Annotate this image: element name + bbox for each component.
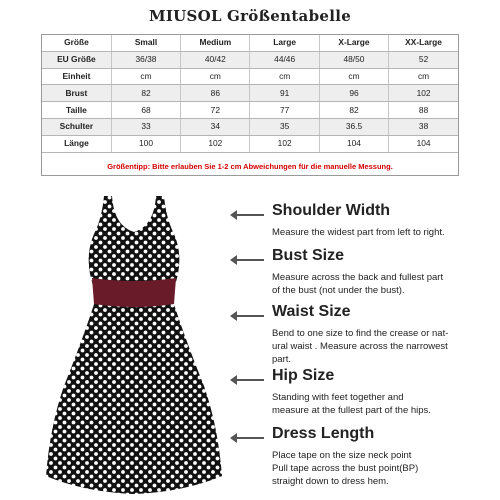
table-cell: 72 (181, 102, 250, 119)
table-cell: 82 (111, 85, 180, 102)
measurement-description (272, 391, 494, 417)
measurement-title: Dress Length (272, 425, 375, 442)
description-line: Pull tape across the bust point(BP) (272, 463, 419, 474)
pointer-line (234, 437, 264, 439)
table-cell: cm (389, 68, 458, 85)
table-cell: cm (111, 68, 180, 85)
pointer-line (234, 259, 264, 261)
row-label: Brust (42, 85, 111, 102)
title-brand: MIUSOL (148, 7, 222, 25)
table-cell: 38 (389, 118, 458, 135)
table-cell: 33 (111, 118, 180, 135)
table-cell: 102 (389, 85, 458, 102)
table-row (42, 85, 458, 102)
row-label: EU Größe (42, 51, 111, 68)
header-cell: X-Large (319, 35, 388, 51)
measurement-description (272, 271, 494, 297)
row-label: Einheit (42, 68, 111, 85)
table-row (42, 68, 458, 85)
table-cell: 77 (250, 102, 319, 119)
description-line: of the bust (not under the bust). (272, 285, 405, 296)
measurement-description (272, 226, 494, 239)
table-cell: cm (319, 68, 388, 85)
table-cell: 88 (389, 102, 458, 119)
description-line: measure at the fullest part of the hips. (272, 405, 431, 416)
header-cell: Large (250, 35, 319, 51)
measurement-title: Shoulder Width (272, 202, 391, 219)
measurement-title: Hip Size (272, 367, 335, 384)
table-cell: 102 (250, 135, 319, 152)
row-label: Taille (42, 102, 111, 119)
table-cell: 36.5 (319, 118, 388, 135)
row-label: Länge (42, 135, 111, 152)
table-cell: 52 (389, 51, 458, 68)
description-line: Measure the widest part from left to right. (272, 227, 445, 238)
size-tip-note: Größentipp: Bitte erlauben Sie 1-2 cm Abweichungen für die manuelle Messung. (107, 161, 393, 171)
description-line: straight down to dress hem. (272, 476, 389, 487)
size-table (41, 34, 459, 176)
table-cell: 104 (319, 135, 388, 152)
table-cell: 100 (111, 135, 180, 152)
row-label: Schulter (42, 118, 111, 135)
table-cell: 104 (389, 135, 458, 152)
table-row (42, 118, 458, 135)
table-cell: 35 (250, 118, 319, 135)
description-line: Place tape on the size neck point (272, 450, 412, 461)
description-line: Bend to one size to find the crease or nat- (272, 328, 449, 339)
table-cell: 82 (319, 102, 388, 119)
table-cell: 91 (250, 85, 319, 102)
chart-title (0, 7, 500, 25)
table-cell: 102 (181, 135, 250, 152)
table-header-row (42, 35, 458, 51)
header-cell: Small (111, 35, 180, 51)
description-line: ural waist . Measure across the narrowest (272, 341, 448, 352)
header-cell: XX-Large (389, 35, 458, 51)
pointer-line (234, 379, 264, 381)
table-cell: 48/50 (319, 51, 388, 68)
pointer-line (234, 315, 264, 317)
table-cell: cm (181, 68, 250, 85)
header-cell: Medium (181, 35, 250, 51)
description-line: part. (272, 354, 292, 365)
table-row (42, 102, 458, 119)
measurement-title: Waist Size (272, 303, 351, 320)
table-cell: 68 (111, 102, 180, 119)
table-cell: 44/46 (250, 51, 319, 68)
table-cell: cm (250, 68, 319, 85)
table-cell: 86 (181, 85, 250, 102)
description-line: Standing with feet together and (272, 392, 404, 403)
title-text: Größentabelle (226, 7, 352, 25)
table-cell: 96 (319, 85, 388, 102)
measurement-title: Bust Size (272, 247, 345, 264)
pointer-line (234, 214, 264, 216)
measurement-description (272, 449, 494, 488)
dress-illustration (44, 186, 224, 496)
table-row (42, 135, 458, 152)
table-row (42, 51, 458, 68)
dress-sash (92, 278, 176, 307)
dress-skirt (46, 298, 222, 494)
header-cell: Größe (42, 35, 111, 51)
description-line: Measure across the back and fullest part (272, 272, 444, 283)
table-cell: 40/42 (181, 51, 250, 68)
table-cell: 34 (181, 118, 250, 135)
size-grid (42, 35, 458, 153)
measurement-description (272, 327, 494, 366)
table-cell: 36/38 (111, 51, 180, 68)
